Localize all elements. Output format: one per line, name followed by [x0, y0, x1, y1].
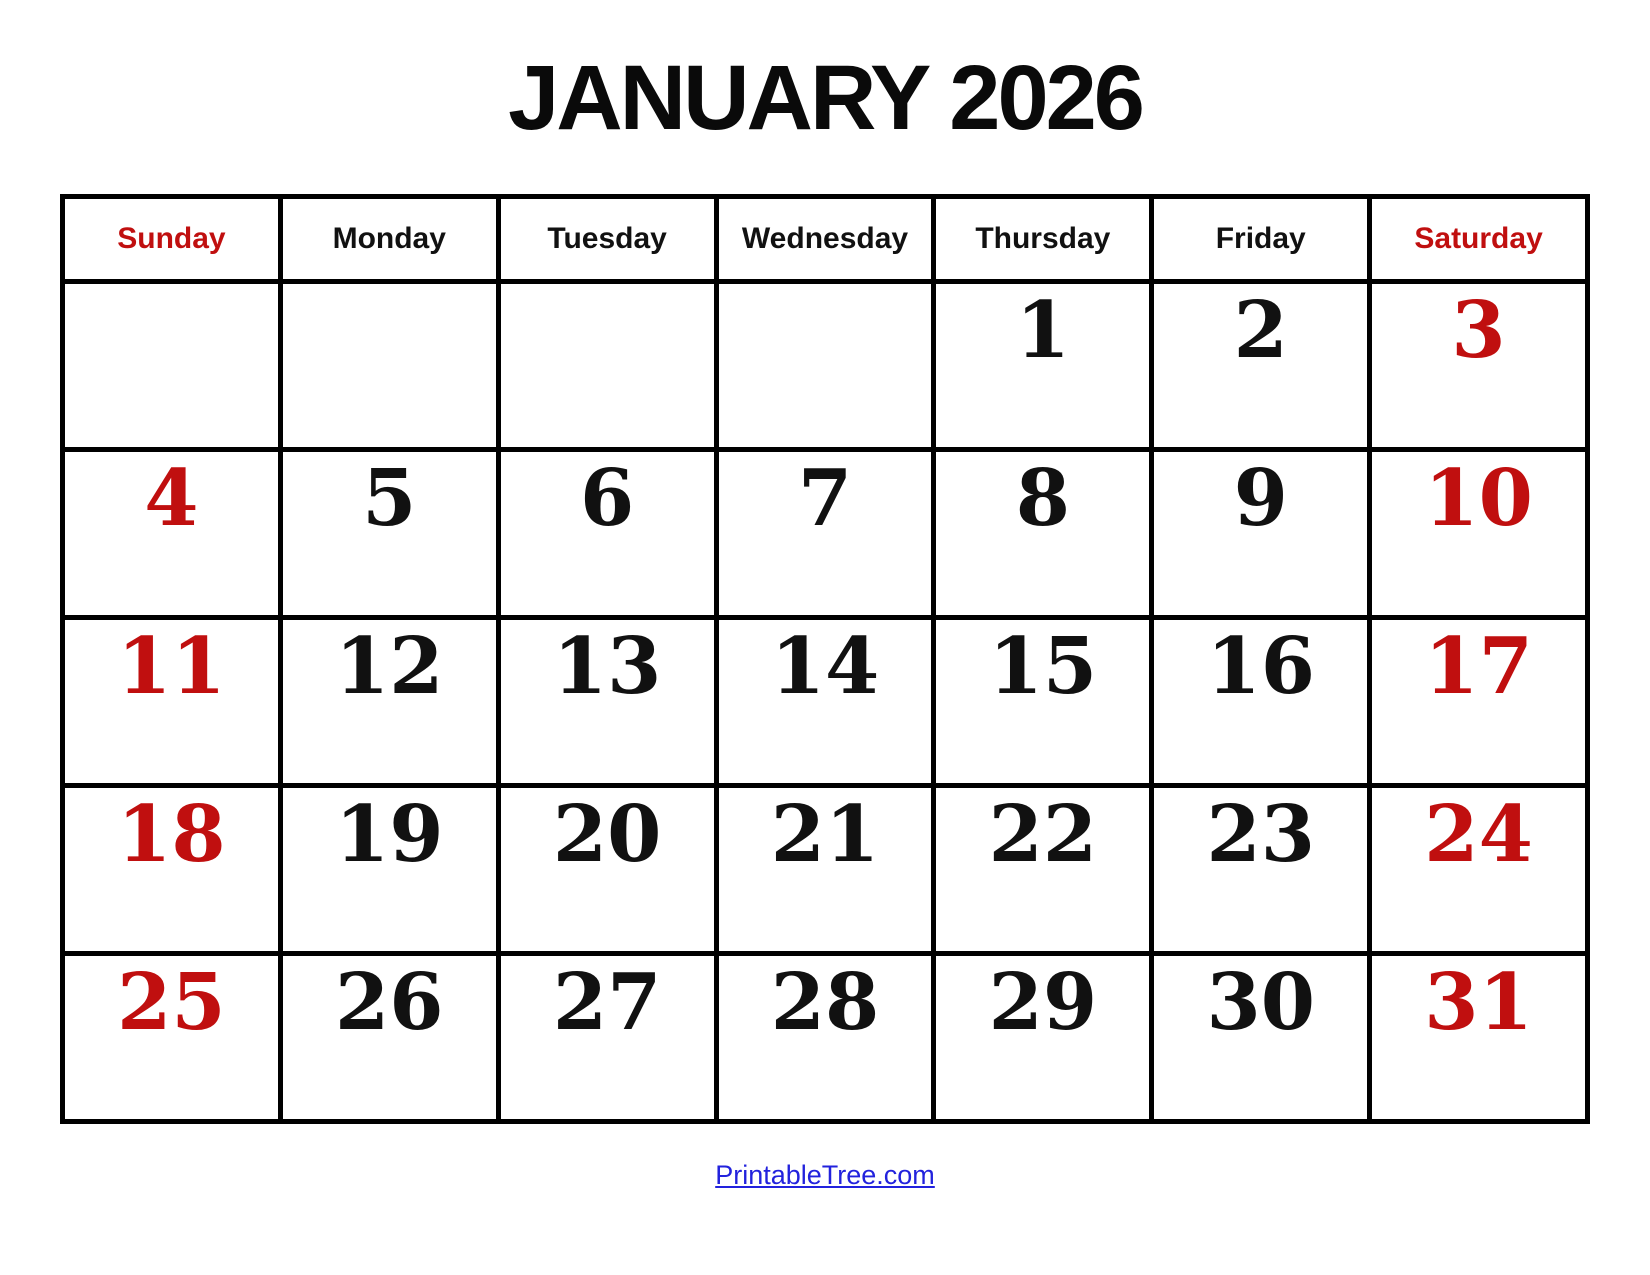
day-cell: 23: [1154, 788, 1367, 951]
day-cell: 6: [501, 452, 714, 615]
day-cell: 7: [719, 452, 932, 615]
day-cell: 28: [719, 956, 932, 1119]
day-cell: 16: [1154, 620, 1367, 783]
weekday-header-thursday: Thursday: [936, 199, 1149, 279]
day-cell: 31: [1372, 956, 1585, 1119]
weekday-header-tuesday: Tuesday: [501, 199, 714, 279]
printabletree-link[interactable]: PrintableTree.com: [715, 1160, 935, 1190]
day-cell: 15: [936, 620, 1149, 783]
calendar-grid: [60, 194, 1590, 1124]
day-cell: 9: [1154, 452, 1367, 615]
calendar-page: [0, 47, 1650, 1275]
day-cell: 10: [1372, 452, 1585, 615]
weekday-header-wednesday: Wednesday: [719, 199, 932, 279]
day-cell: 30: [1154, 956, 1367, 1119]
day-cell: 13: [501, 620, 714, 783]
day-cell: 8: [936, 452, 1149, 615]
weekday-header-sunday: Sunday: [65, 199, 278, 279]
day-cell: 18: [65, 788, 278, 951]
weekday-header-saturday: Saturday: [1372, 199, 1585, 279]
day-cell: 14: [719, 620, 932, 783]
day-cell: 20: [501, 788, 714, 951]
day-cell: 5: [283, 452, 496, 615]
day-cell: 19: [283, 788, 496, 951]
day-cell: 22: [936, 788, 1149, 951]
footer: [0, 1160, 1650, 1191]
day-cell: 12: [283, 620, 496, 783]
day-cell: [283, 284, 496, 447]
day-cell: 4: [65, 452, 278, 615]
day-cell: 25: [65, 956, 278, 1119]
day-cell: 26: [283, 956, 496, 1119]
day-cell: 3: [1372, 284, 1585, 447]
day-cell: [501, 284, 714, 447]
day-cell: 17: [1372, 620, 1585, 783]
day-cell: [65, 284, 278, 447]
day-cell: 2: [1154, 284, 1367, 447]
weekday-header-monday: Monday: [283, 199, 496, 279]
day-cell: 21: [719, 788, 932, 951]
calendar-title: JANUARY 2026: [508, 47, 1142, 149]
day-cell: 29: [936, 956, 1149, 1119]
weekday-header-friday: Friday: [1154, 199, 1367, 279]
day-cell: 11: [65, 620, 278, 783]
day-cell: [719, 284, 932, 447]
day-cell: 27: [501, 956, 714, 1119]
day-cell: 24: [1372, 788, 1585, 951]
day-cell: 1: [936, 284, 1149, 447]
